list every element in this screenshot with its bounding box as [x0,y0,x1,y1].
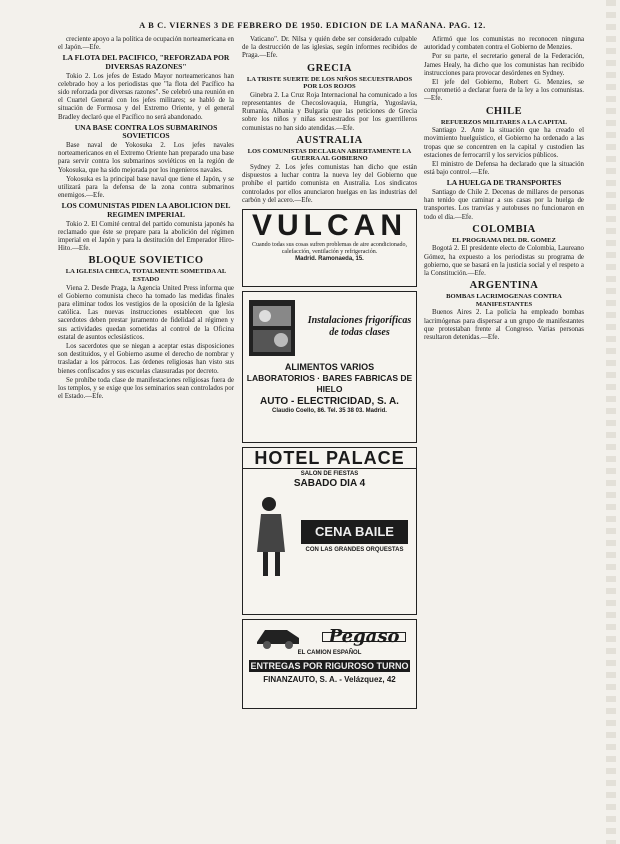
pegaso-entregas: ENTREGAS POR RIGUROSO TURNO [250,661,409,672]
headline-chile: CHILE [485,105,523,117]
article-text: Ginebra 2. La Cruz Roja Internacional ha comunicado a los representantes de Checoslovaquia, Hungría, Yugoslavia, Rumania, Albania y Bulgaria que las peticiones de Grecia sobre los niños y niñas secuestrados por los guerrilleros comunistas no han sido atendidas.—Efe. [242,91,417,132]
palace-title: HOTEL PALACE [243,448,416,469]
vulcan-ad [242,209,417,287]
article-text: Por su parte, el secretario general de la Federación, James Healy, ha dicho que los comunistas han recibido instrucciones para provocar desórdenes en Sydney. [424,53,584,77]
headline-colombia: COLOMBIA [472,223,536,235]
palace-date: SABADO DIA 4 [293,478,366,490]
article-text: El jefe del Gobierno, Robert G. Menzies, se comprometió a declarar fuera de la ley a los comunistas.—Efe. [424,79,584,103]
palace-cena: CENA BAILE [301,520,408,544]
page-edge [606,0,616,844]
vulcan-address: Madrid. Ramonaeda, 15. [295,256,364,263]
headline-grecia: GRECIA [306,62,352,74]
frigorificas-alimentos: ALIMENTOS VARIOS [284,362,375,373]
article-text: El ministro de Defensa ha declarado que la situación está bajo control.—Efe. [424,161,584,177]
frigorificas-company: AUTO - ELECTRICIDAD, S. A. [260,396,399,408]
subheadline-iglesia: LA IGLESIA CHECA, TOTALMENTE SOMETIDA AL ESTADO [65,268,227,284]
article-text: Yokosuka es la principal base naval que tiene el Japón, y se utilizará para la defensa de la zona contra submarinos enemigos.—Efe. [58,175,234,200]
column-2 [242,36,417,836]
headline-comunistas: LOS COMUNISTAS PIDEN LA ABOLICION DEL REGIMEN IMPERIAL [61,201,231,220]
vulcan-text: Cuando todas sus cosas sufren problemas de aire acondicionado, calefacción, ventilación y refrigeración. [251,242,408,256]
frigorificas-ad [242,291,417,443]
lead-text: creciente apoyo a la política de ocupación norteamericana en el Japón.—Efe. [58,36,234,52]
pegaso-truck-icon [253,624,303,650]
headline-argentina: ARGENTINA [469,280,539,292]
headline-australia: AUSTRALIA [296,134,363,146]
article-text: Buenos Aires 2. La policía ha empleado bombas lacrimógenas para dispersar a un grupo de manifestantes que protestaban frente al Congreso. Varias personas resultaron detenidas.—Efe. [424,309,584,342]
pegaso-address: FINANZAUTO, S. A. - Velázquez, 42 [263,675,396,685]
article-text: Sydney 2. Los jefes comunistas han dicho que están dispuestos a luchar contra la nueva ley del Gobierno que prohíbe el partido comunista en Australia. Los sindicatos controlados por ellos anunciaron huelgas en las industrias del carbón y del acero.—Efe. [242,164,417,204]
vulcan-logo: VULCAN [252,209,407,243]
hotel-palace-ad [242,447,417,615]
article-text: Tokio 2. Los jefes de Estado Mayor norteamericanos han celebrado hoy a los periodistas que "la flota del Pacífico ha sido reforzada por diversas razones". Se celebró una reunión en el Cuartel General con los jefes militares; se habló de la situación de Formosa y del Extremo Oriente, y el general Bradley declaró que el Pacífico no será abandonado. [58,72,234,121]
subheadline-refuerzos: REFUERZOS MILITARES A LA CAPITAL [440,118,568,126]
article-text: Los sacerdotes que se niegan a aceptar estas disposiciones son destituidos, y el Gobierno asume el derecho de nombrar y trasladar a los párrocos. Las órdenes religiosas han visto sus bienes confiscados y sus escuelas clausuradas por decreto. [58,343,234,375]
article-text: Santiago 2. Ante la situación que ha creado el movimiento huelguístico, el Gobierno ha ordenado a las tropas que se concentren en la capital y custodien las estaciones de ferrocarril y los servicios públicos. [424,127,584,159]
palace-orquestas: CON LAS GRANDES ORQUESTAS [305,547,404,554]
pegaso-ad [242,619,417,709]
subheadline-programa: EL PROGRAMA DEL DR. GOMEZ [452,236,556,244]
lead-text: Afirmó que los comunistas no reconocen ninguna autoridad y combaten contra el Gobierno de Menzies. [424,36,584,52]
article-text: Tokio 2. El Comité central del partido comunista japonés ha reclamado que éste se prepare para la abolición del régimen imperial en el Japón y para la destitución del Emperador Hiro-Hito.—Efe. [58,220,234,253]
subheadline-bombas: BOMBAS LACRIMOGENAS CONTRA MANIFESTANTES [446,293,562,308]
headline-base: UNA BASE CONTRA LOS SUBMARINOS SOVIETICOS [74,122,218,141]
pegaso-logo: Pegaso [322,632,407,642]
page-header: A B C. VIERNES 3 DE FEBRERO DE 1950. EDICION DE LA MAÑANA. PAG. 12. [139,20,486,30]
article-text: Viena 2. Desde Praga, la Agencia United Press informa que el Gobierno comunista checo ha tomado las medidas finales para eliminar todos los vestigios de la oposición de la Iglesia católica. Las nuevas instrucciones establecen que los sacerdotes deben prestar juramento de fidelidad al régimen y sus actividades quedan sometidas al control de la Oficina estatal de asuntos eclesiásticos. [58,284,234,341]
frigorificas-laboratorios: LABORATORIOS · BARES FABRICAS DE HIELO [246,373,413,395]
headline-bloque: BLOQUE SOVIETICO [88,255,204,267]
article-text: Santiago de Chile 2. Decenas de millares de personas han tenido que caminar a sus casas por la huelga de transportes. Los tranvías y autobuses no funcionaron en todo el día.—Efe. [424,189,584,221]
article-text: Bogotá 2. El presidente electo de Colombia, Laureano Gómez, ha expuesto a los periodistas su programa de gobierno, que se basará en la justicia social y el respeto a la Constitución.—Efe. [424,245,584,278]
dancers-icon [251,492,301,582]
subheadline-ninos: LA TRISTE SUERTE DE LOS NIÑOS SECUESTRADOS POR LOS ROJOS [246,75,413,91]
refrigerator-icon [243,292,303,362]
pegaso-tagline: EL CAMION ESPAÑOL [297,650,362,657]
frigorificas-address: Claudio Coello, 86. Tel. 35 38 03. Madrid. [272,408,387,415]
frigorificas-title: Instalaciones frigoríficas de todas clases [307,315,412,339]
headline-flota: LA FLOTA DEL PACIFICO, "REFORZADA POR DIVERSAS RAZONES" [62,53,230,71]
headline-huelga: LA HUELGA DE TRANSPORTES [446,178,562,188]
column-1 [58,36,234,836]
column-3 [424,36,584,836]
article-text: Se prohíbe toda clase de manifestaciones religiosas fuera de los templos, y se exige que los seminarios sean controlados por el Estado.—Efe. [58,376,234,401]
article-text: Base naval de Yokosuka 2. Los jefes navales norteamericanos en el Extremo Oriente han preparado una base para servir contra los submarinos soviéticos en la región de Yokosuka, que ha sido mejorada por los ingenieros navales. [58,142,234,174]
lead-text: Vaticano". Dr. Nilsa y quién debe ser considerado culpable de la destrucción de las iglesias, según informes recibidos de Praga.—Efe. [242,36,417,60]
subheadline-guerra: LOS COMUNISTAS DECLARAN ABIERTAMENTE LA GUERRA AL GOBIERNO [247,147,412,163]
palace-salon: SALON DE FIESTAS [300,471,359,478]
